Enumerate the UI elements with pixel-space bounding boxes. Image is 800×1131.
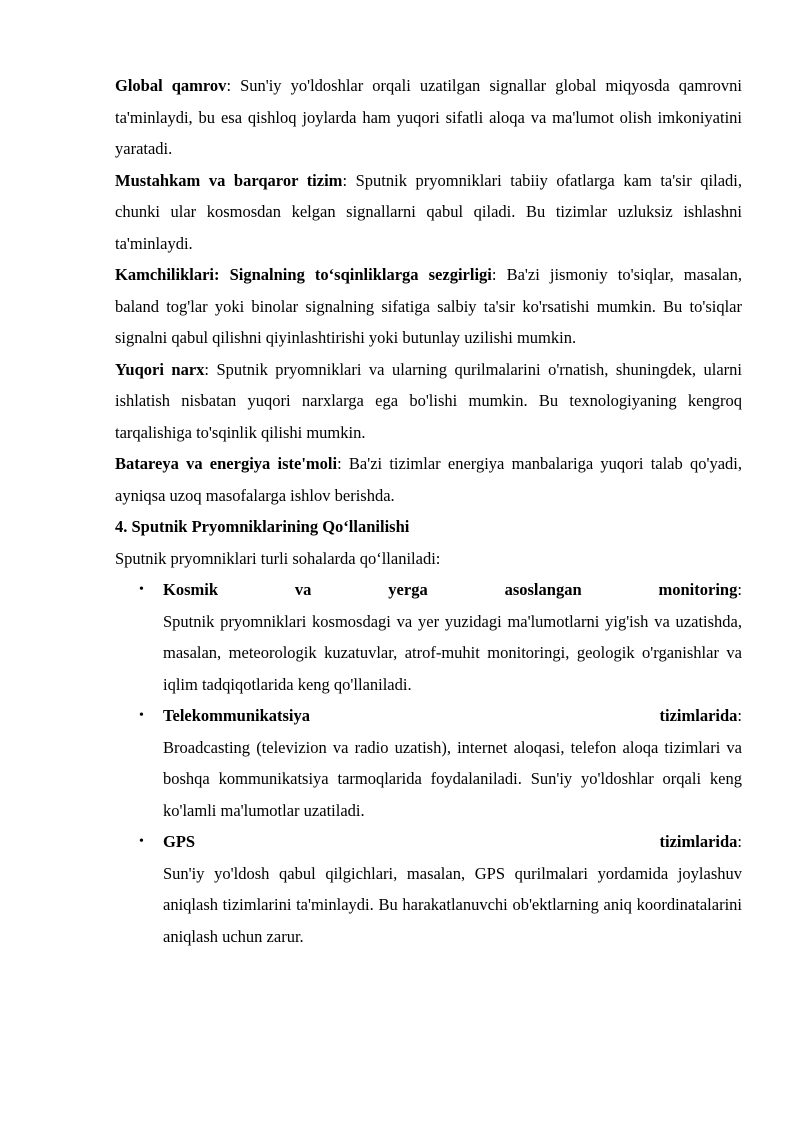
- section-intro: Sputnik pryomniklari turli sohalarda qo‘llaniladi:: [115, 548, 441, 568]
- heading-word-last: [659, 574, 742, 606]
- term-label: Yuqori narx: [115, 359, 205, 379]
- heading-word: Telekommunikatsiya: [163, 706, 311, 725]
- term-label: Mustahkam va barqaror tizim: [115, 170, 343, 190]
- paragraph-energy: [115, 448, 742, 511]
- bullet-heading: [163, 826, 742, 858]
- list-item: [115, 826, 742, 952]
- paragraph-text: : Sputnik pryomniklari va ularning qurilmalarini o'rnatish, shuningdek, ularni ishlatish nisbatan yuqori narxlarga ega bo'lishi mumkin. Bu texnologiyaning kengroq tarqalishiga to'sqinlik qilishi mumkin.: [115, 359, 742, 442]
- paragraph-global-coverage: [115, 70, 742, 165]
- bullet-icon: •: [139, 834, 144, 849]
- application-list: [115, 574, 742, 952]
- heading-word-last: [660, 700, 743, 732]
- document-page: [115, 70, 742, 952]
- term-label: Batareya va energiya iste'moli: [115, 454, 338, 473]
- heading-colon: :: [737, 706, 742, 725]
- heading-word: asoslangan: [504, 580, 582, 599]
- heading-word: tizimlarida: [659, 706, 738, 725]
- heading-colon: :: [737, 832, 742, 851]
- bullet-icon: •: [139, 708, 144, 723]
- heading-word: tizimlarida: [659, 832, 738, 851]
- heading-word: Kosmik: [163, 580, 219, 599]
- bullet-body: Sun'iy yo'ldosh qabul qilgichlari, masalan, GPS qurilmalari yordamida joylashuv aniqlash tizimlarini ta'minlaydi. Bu harakatlanuvchi ob'ektlarning aniq koordinatalarini aniqlash uchun zarur.: [163, 863, 742, 946]
- bullet-body: Sputnik pryomniklari kosmosdagi va yer yuzidagi ma'lumotlarni yig'ish va uzatishda, masalan, meteorologik kuzatuvlar, atrof-muhit monitoringi, geologik o'rganishlar va iqlim tadqiqotlarida keng qo'llaniladi.: [163, 611, 742, 694]
- paragraph-text: : Ba'zi tizimlar energiya manbalariga yuqori talab qo'yadi, ayniqsa uzoq masofalarga ishlov berishda.: [115, 454, 742, 505]
- heading-word: GPS: [163, 832, 196, 851]
- paragraph-text: : Ba'zi jismoniy to'siqlar, masalan, baland tog'lar yoki binolar signalning sifatiga salbiy ta'sir ko'rsatishi mumkin. Bu to'siqlar signalni qabul qilishni qiyinlashtirishi yoki butunlay uzilishi mumkin.: [115, 265, 742, 347]
- section-heading: 4. Sputnik Pryomniklarining Qo‘llanilishi: [115, 517, 410, 536]
- bullet-heading: [163, 574, 742, 606]
- heading-word-last: [660, 826, 743, 858]
- heading-colon: :: [737, 580, 742, 599]
- heading-word: yerga: [388, 580, 428, 599]
- bullet-body: Broadcasting (televizion va radio uzatish), internet aloqasi, telefon aloqa tizimlari va boshqa kommunikatsiya tarmoqlarida foydalaniladi. Sun'iy yo'ldoshlar orqali keng ko'lamli ma'lumotlar uzatiladi.: [163, 737, 742, 820]
- bullet-icon: •: [139, 582, 144, 597]
- list-item: [115, 574, 742, 700]
- list-item: [115, 700, 742, 826]
- paragraph-stable-system: [115, 165, 742, 260]
- heading-word: monitoring: [658, 580, 738, 599]
- paragraph-text: : Sun'iy yo'ldoshlar orqali uzatilgan signallar global miqyosda qamrovni ta'minlaydi, bu esa qishloq joylarda ham yuqori sifatli aloqa va ma'lumot olish imkoniyatini yaratadi.: [115, 76, 742, 158]
- heading-word: va: [294, 580, 312, 599]
- bullet-heading: [163, 700, 742, 732]
- term-label: Kamchiliklari: Signalning to‘sqinliklarga sezgirligi: [115, 265, 492, 284]
- paragraph-high-cost: [115, 354, 742, 449]
- term-label: Global qamrov: [115, 76, 227, 95]
- paragraph-text: : Sputnik pryomniklari tabiiy ofatlarga kam ta'sir qiladi, chunki ular kosmosdan kelgan signallarni qabul qiladi. Bu tizimlar uzluksiz ishlashni ta'minlaydi.: [115, 170, 742, 253]
- paragraph-drawbacks: [115, 259, 742, 354]
